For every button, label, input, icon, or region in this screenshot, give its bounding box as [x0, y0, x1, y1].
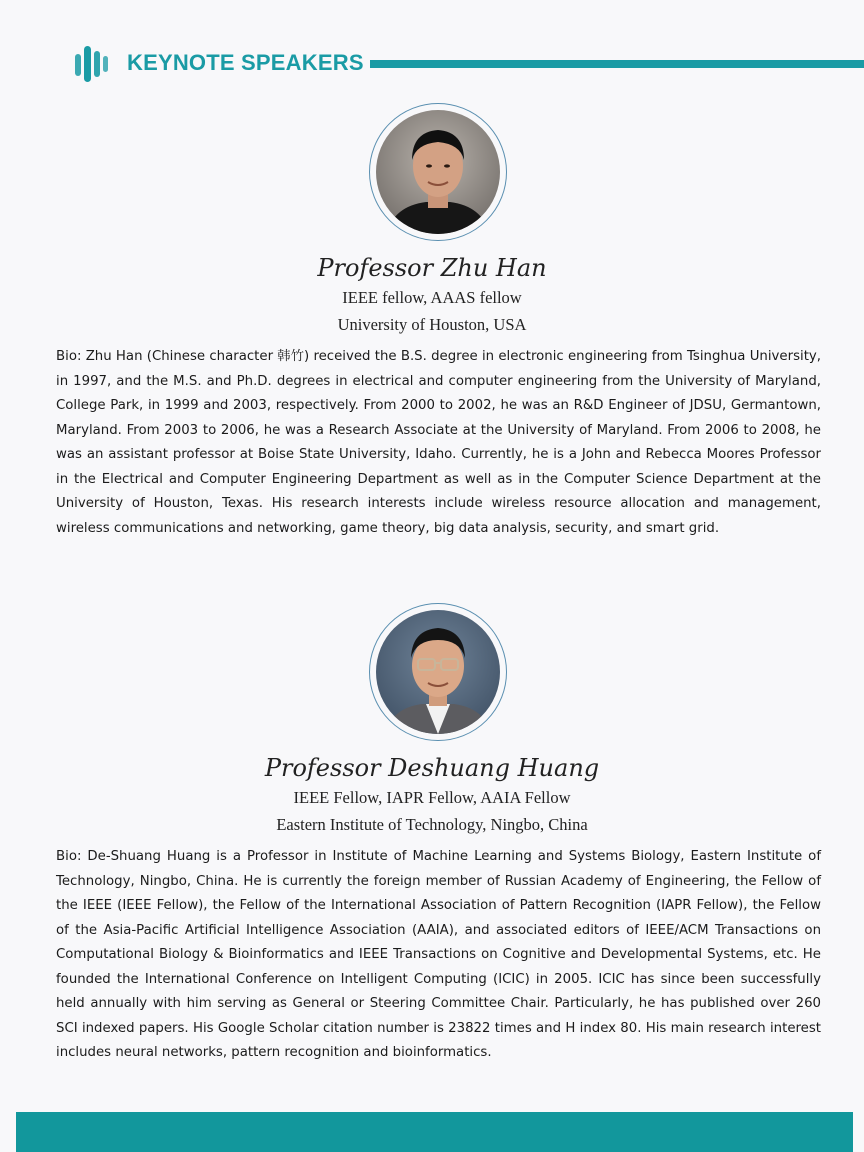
speaker-bio: Bio: Zhu Han (Chinese character 韩竹) received the B.S. degree in electronic engineering from Tsinghua University, in 1997, and the M.S. and Ph.D. degrees in electrical and computer engineering from the University of Maryland, College Park, in 1999 and 2003, respectively. From 2000 to 2002, he was an R&D Engineer of JDSU, Germantown, Maryland. From 2003 to 2006, he was a Research Associate at the University of Maryland. From 2006 to 2008, he was an assistant professor at Boise State University, Idaho. Currently, he is a John and Rebecca Moores Professor in the Electrical and Computer Engineering Department as well as in the Computer Science Department at the University of Houston, Texas. His research interests include wireless resource allocation and management, wireless communications and networking, game theory, big data analysis, security, and smart grid. — [56, 349, 821, 536]
speaker-affiliation: University of Houston, USA — [337, 315, 527, 334]
speaker-photo-zhu-han — [369, 103, 507, 241]
speaker-honors: IEEE Fellow, IAPR Fellow, AAIA Fellow — [293, 788, 571, 807]
sound-bars-icon — [75, 46, 109, 82]
footer-bar — [16, 1112, 853, 1152]
speaker-bio: Bio: De-Shuang Huang is a Professor in Institute of Machine Learning and Systems Biology, Eastern Institute of Technology, Ningbo, China. He is currently the foreign member of Russian Academy of Engineering, the Fellow of the IEEE (IEEE Fellow), the Fellow of the International Association of Pattern Recognition (IAPR Fellow), the Fellow of the Asia-Pacific Artificial Intelligence Association (AAIA), and associated editors of IEEE/ACM Transactions on Computational Biology & Bioinformatics and IEEE Transactions on Cognitive and Developmental Systems, etc. He founded the International Conference on Intelligent Computing (ICIC) in 2005. ICIC has since been successfully held annually with him serving as General or Steering Committee Chair. Particularly, he has published over 260 SCI indexed papers. His Google Scholar citation number is 23822 times and H index 80. His main research interest includes neural networks, pattern recognition and bioinformatics. — [56, 849, 821, 1060]
speaker-name: Professor Zhu Han — [317, 254, 547, 282]
speaker-affiliation: Eastern Institute of Technology, Ningbo, China — [276, 815, 588, 834]
speaker-honors: IEEE fellow, AAAS fellow — [342, 288, 522, 307]
header-divider-line — [370, 60, 864, 68]
section-title: KEYNOTE SPEAKERS — [127, 50, 364, 75]
speaker-name: Professor Deshuang Huang — [264, 754, 600, 782]
section-header — [0, 44, 864, 84]
speaker-photo-deshuang-huang — [369, 603, 507, 741]
